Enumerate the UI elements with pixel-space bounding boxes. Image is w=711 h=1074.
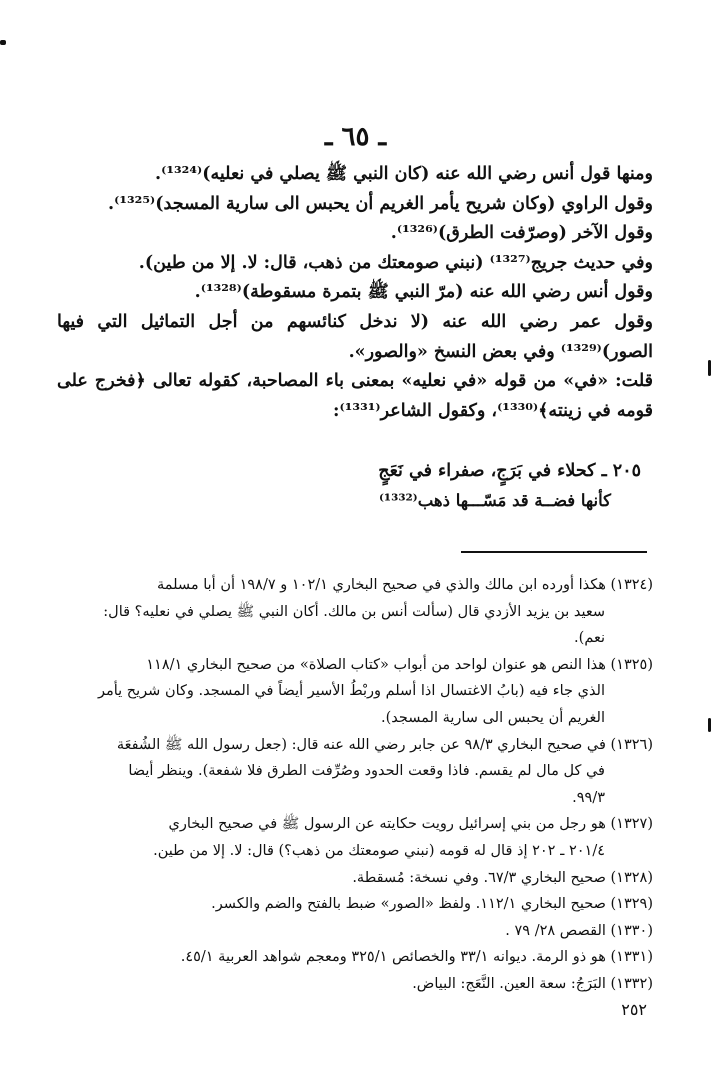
footnote-line: (١٣٢٩) صحيح البخاري ١١٢/١. ولفظ «الصور» ضبط بالفتح والضم والكسر. [211, 896, 653, 913]
footnote-1328 [55, 865, 653, 892]
main-text [57, 160, 653, 426]
footnote-1332 [55, 971, 653, 998]
footnote-line: (١٣٣٠) القصص ٢٨/ ٧٩ . [505, 922, 653, 939]
footnote-1331 [55, 944, 653, 971]
page-marker: ـ ٦٥ ـ [324, 122, 387, 152]
footnote-1330 [55, 918, 653, 945]
text-line: وقول عمر رضي الله عنه (لا ندخل كنائسهم من أجل التماثيل التي فيها [57, 311, 653, 332]
scan-edge-mark [0, 40, 6, 45]
text-line: ومنها قول أنس رضي الله عنه (كان النبي ﷺ يصلي في نعليه)⁽¹³²⁴⁾. [155, 164, 653, 184]
poem-first-hemistich: ٢٠٥ ـ كحلاء في بَرَجٍ، صفراء في نَعَجٍ [378, 461, 641, 481]
footnote-line: (١٣٢٦) في صحيح البخاري ٩٨/٣ عن جابر رضي الله عنه قال: (جعل رسول الله ﷺ الشُفعَة [116, 736, 653, 753]
footnote-1327 [55, 811, 653, 864]
footnote-line: الغريم أن يحبس الى سارية المسجد). [380, 709, 605, 726]
footnote-line: في كل مال لم يقسم. فاذا وقعت الحدود وصُرِّفت الطرق فلا شفعة). وينظر أيضا [128, 763, 605, 780]
text-line: وقول الآخر (وصرّفت الطرق)⁽¹³²⁶⁾. [390, 223, 653, 244]
footnote-divider [461, 551, 647, 553]
footnote-line: سعيد بن يزيد الأزدي قال (سألت أنس بن مالك. أكان النبي ﷺ يصلي في نعليه؟ قال: [103, 603, 605, 620]
footnote-1324 [55, 572, 653, 652]
footnote-line: (١٣٢٤) هكذا أورده ابن مالك والذي في صحيح البخاري ١٠٢/١ و ١٩٨/٧ أن أبا مسلمة [156, 577, 653, 593]
footnote-1329 [55, 891, 653, 918]
footnote-line: الذي جاء فيه (بابُ الاغتسال اذا أسلم وربْطُ الأسير أيضاً في المسجد. وكان شريح يأمر [97, 683, 605, 700]
text-line: قلت: «في» من قوله «في نعليه» بمعنى باء المصاحبة، كقوله تعالى ﴿فخرج على [57, 371, 653, 392]
text-line: وقول أنس رضي الله عنه (مرّ النبي ﷺ بتمرة مسقوطة)⁽¹³²⁸⁾. [194, 282, 653, 303]
footnote-1325 [55, 652, 653, 732]
text-line: قومه في زينته﴾⁽¹³³⁰⁾، وكقول الشاعر⁽¹³³¹⁾: [333, 400, 653, 421]
footnote-line: (١٣٢٨) صحيح البخاري ٦٧/٣. وفي نسخة: مُسقطة. [352, 869, 653, 886]
footnote-line: ٢٠١/٤ ـ ٢٠٢ إذ قال له قومه (نبني صومعتك من ذهب؟) قال: لا. إلا من طين. [153, 842, 605, 859]
footnote-line: (١٣٢٧) هو رجل من بني إسرائيل رويت حكايته عن الرسول ﷺ في صحيح البخاري [168, 816, 653, 833]
footnote-line: (١٣٢٥) هذا النص هو عنوان لواحد من أبواب «كتاب الصلاة» من صحيح البخاري ١١٨/١ [146, 656, 653, 673]
page-number: ٢٥٢ [621, 1000, 647, 1019]
footnote-1326 [55, 732, 653, 812]
poem-second-hemistich: كأنها فضــة قد مَسّـــها ذهب⁽¹³³²⁾ [378, 491, 611, 510]
text-line: وقول الراوي (وكان شريح يأمر الغريم أن يحبس الى سارية المسجد)⁽¹³²⁵⁾. [108, 193, 653, 214]
footnote-line: (١٣٣٢) البَرَجُ: سعة العين. النَّعَج: البياض. [412, 975, 653, 992]
text-line: الصور)⁽¹³²⁹⁾ وفي بعض النسخ «والصور». [348, 341, 653, 362]
footnotes [55, 572, 653, 998]
text-line: وفي حديث جريج⁽¹³²⁷⁾ (نبني صومعتك من ذهب، قال: لا. إلا من طين). [138, 252, 653, 273]
footnote-line: ٩٩/٣. [572, 789, 605, 806]
footnote-line: (١٣٣١) هو ذو الرمة. ديوانه ٣٣/١ والخصائص ٣٢٥/١ ومعجم شواهد العربية ٤٥/١. [180, 949, 653, 966]
footnote-line: نعم). [574, 630, 605, 647]
poem-verse [81, 456, 641, 516]
